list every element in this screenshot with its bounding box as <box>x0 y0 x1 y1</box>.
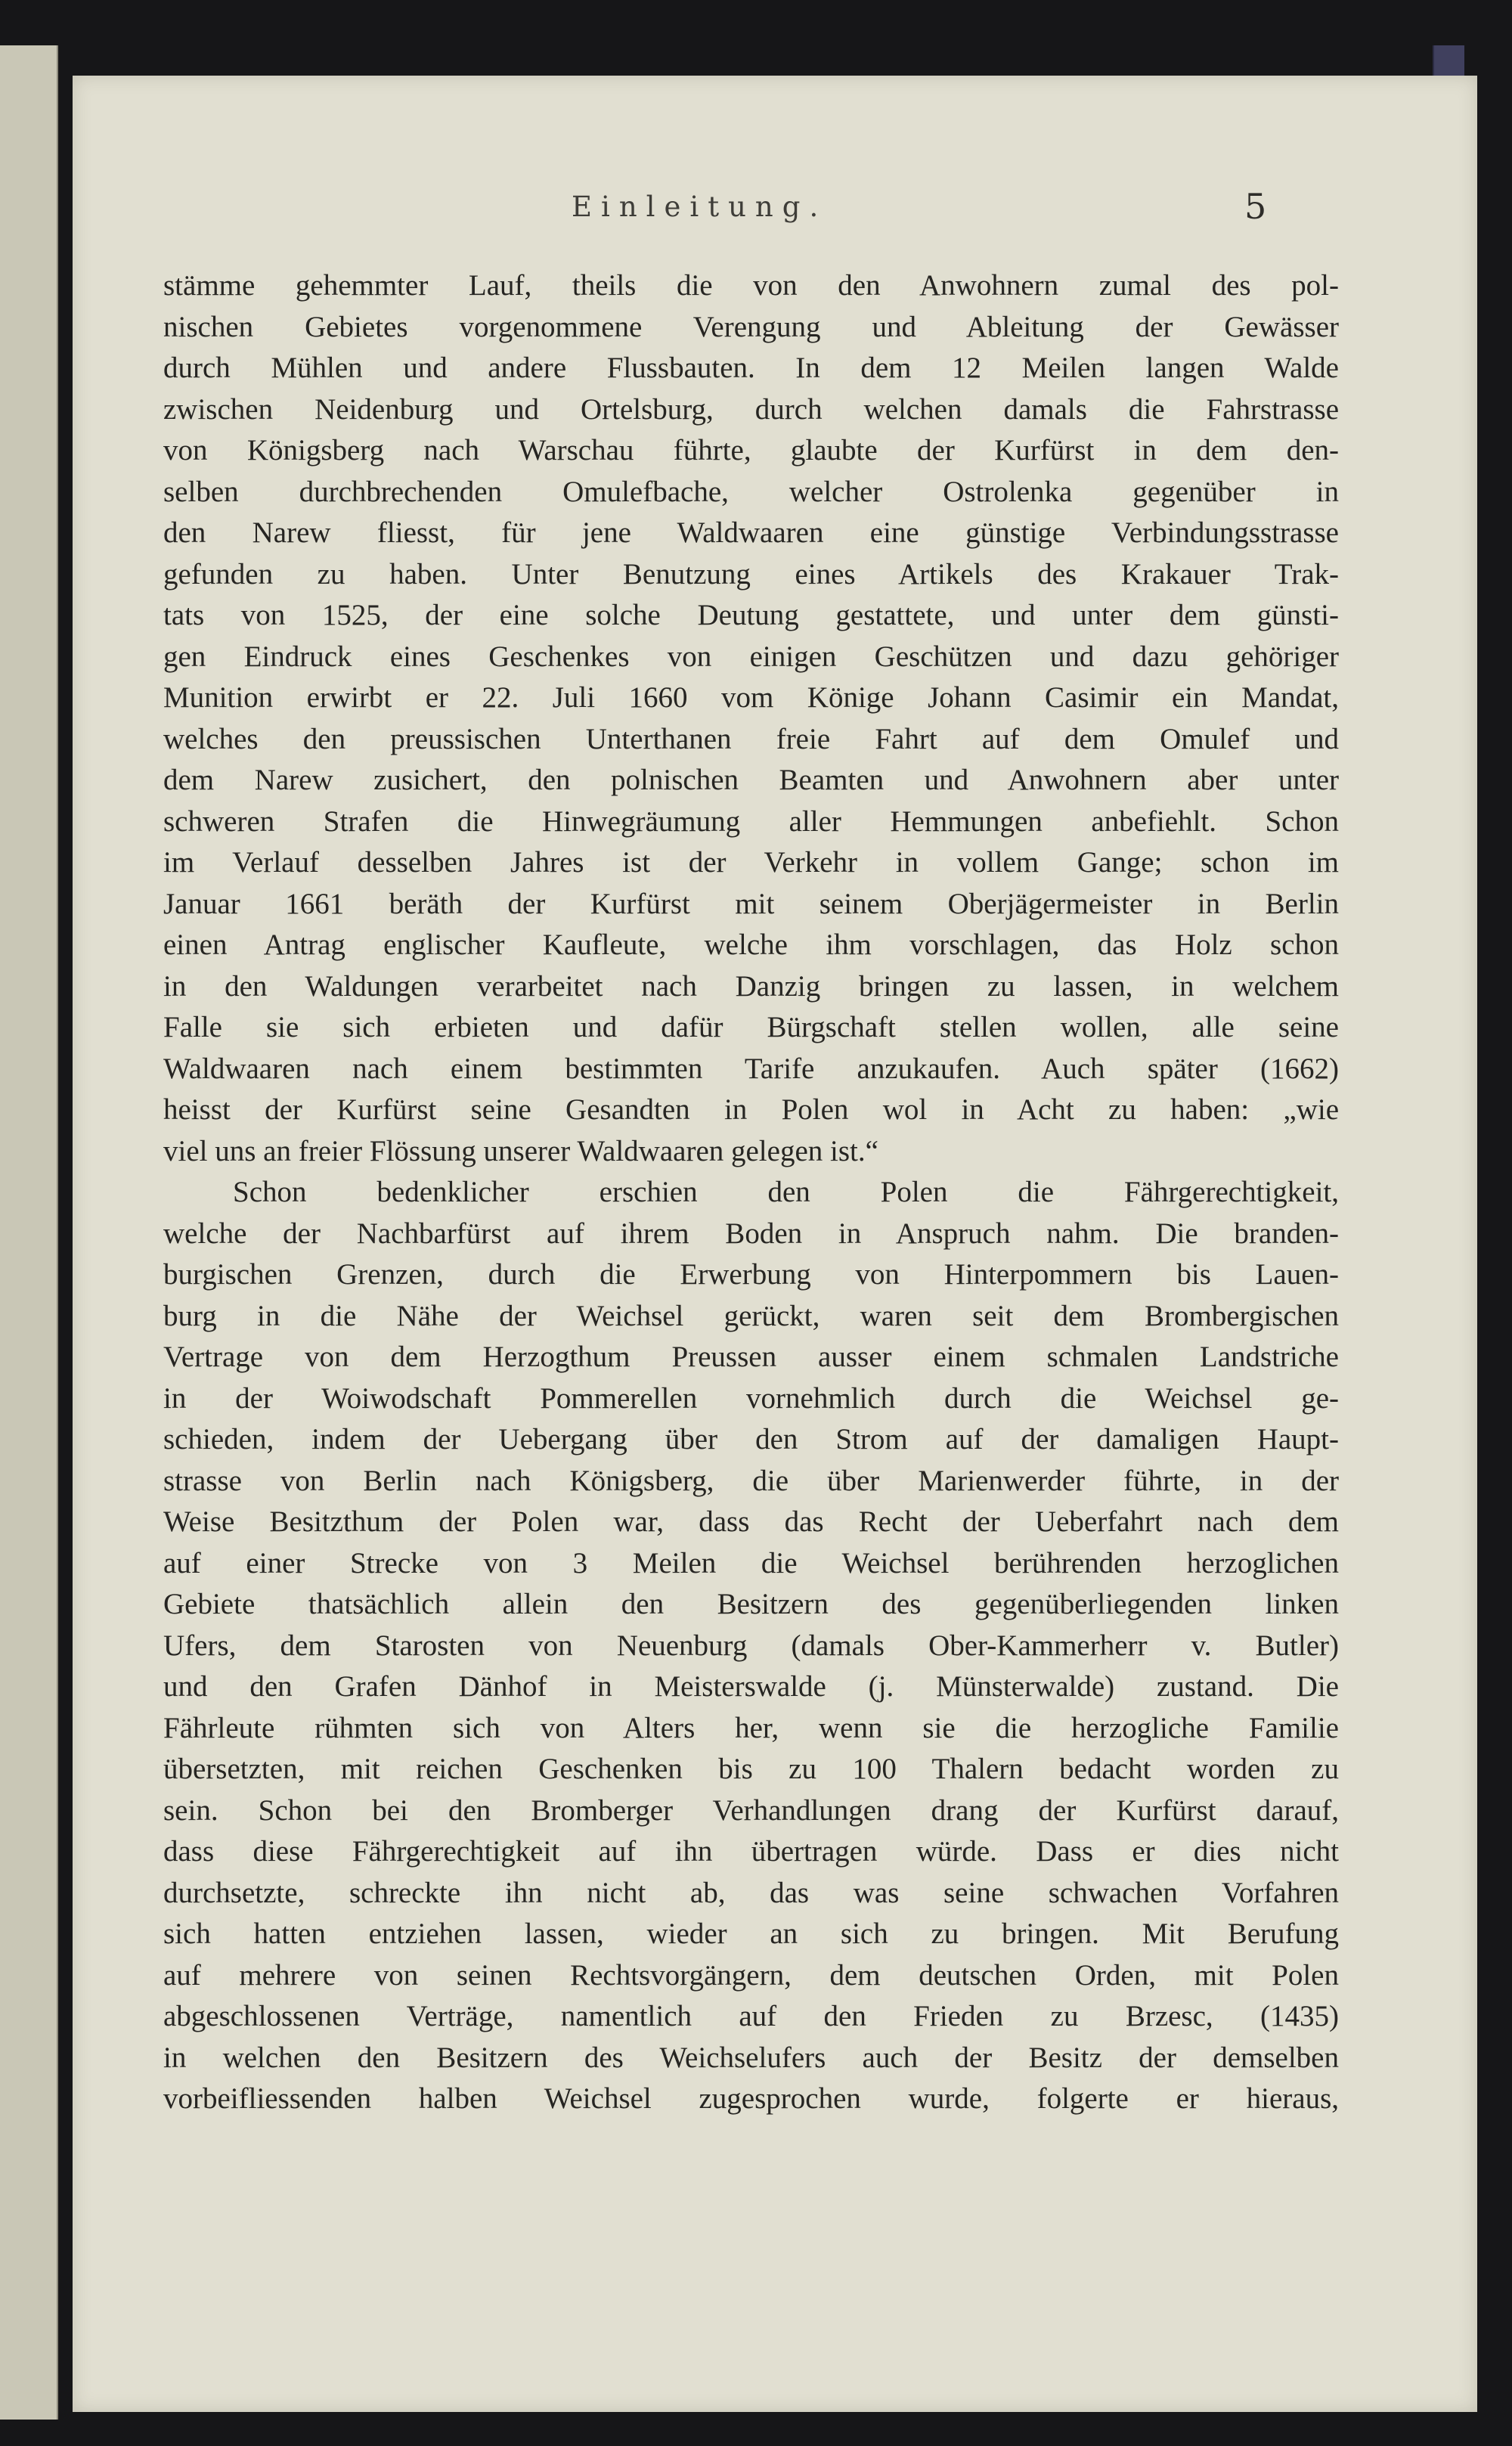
text-line: von Königsberg nach Warschau führte, glaubte der Kurfürst in dem den- <box>163 434 1339 467</box>
text-line: abgeschlossenen Verträge, namentlich auf den Frieden zu Brzesc, (1435) <box>163 2000 1339 2032</box>
text-line: auf einer Strecke von 3 Meilen die Weichsel berührenden herzoglichen <box>163 1546 1339 1580</box>
text-line: Weise Besitzthum der Polen war, dass das Recht der Ueberfahrt nach dem <box>163 1505 1339 1538</box>
facing-page-edge <box>0 45 58 2420</box>
text-line: dass diese Fährgerechtigkeit auf ihn übertragen würde. Dass er dies nicht <box>163 1835 1339 1868</box>
text-line: in der Woiwodschaft Pommerellen vornehmlich durch die Weichsel ge- <box>163 1381 1339 1415</box>
text-line: im Verlauf desselben Jahres ist der Verkehr in vollem Gange; schon im <box>163 846 1339 879</box>
text-line: heisst der Kurfürst seine Gesandten in Polen wol in Acht zu haben: „wie <box>163 1093 1339 1126</box>
text-line: Ufers, dem Starosten von Neuenburg (damals Ober-Kammerherr v. Butler) <box>163 1629 1339 1662</box>
text-line: burgischen Grenzen, durch die Erwerbung von Hinterpommern bis Lauen- <box>163 1258 1339 1291</box>
text-line: Waldwaaren nach einem bestimmten Tarife anzukaufen. Auch später (1662) <box>163 1052 1339 1085</box>
text-line: nischen Gebietes vorgenommene Verengung und Ableitung der Gewässer <box>163 310 1339 343</box>
text-line: den Narew fliesst, für jene Waldwaaren eine günstige Verbindungsstrasse <box>163 516 1339 549</box>
running-title: Einleitung. <box>572 191 828 223</box>
body-text <box>163 265 1339 2120</box>
paragraph-start-line: Schon bedenklicher erschien den Polen die Fährgerechtigkeit, <box>233 1176 1339 1208</box>
running-head <box>73 186 1477 243</box>
text-line: übersetzten, mit reichen Geschenken bis zu 100 Thalern bedacht worden zu <box>163 1753 1339 1785</box>
text-line: tats von 1525, der eine solche Deutung gestattete, und unter dem günsti- <box>163 599 1339 631</box>
book-page <box>73 76 1477 2412</box>
text-line: gefunden zu haben. Unter Benutzung eines Artikels des Krakauer Trak- <box>163 557 1339 591</box>
text-line: einen Antrag englischer Kaufleute, welche ihm vorschlagen, das Holz schon <box>163 928 1339 961</box>
text-line: Januar 1661 beräth der Kurfürst mit seinem Oberjägermeister in Berlin <box>163 887 1339 920</box>
text-line: welche der Nachbarfürst auf ihrem Boden in Anspruch nahm. Die branden- <box>163 1217 1339 1250</box>
text-line: Vertrage von dem Herzogthum Preussen ausser einem schmalen Landstriche <box>163 1341 1339 1373</box>
text-line: durchsetzte, schreckte ihn nicht ab, das was seine schwachen Vorfahren <box>163 1876 1339 1909</box>
text-line: Munition erwirbt er 22. Juli 1660 vom Könige Johann Casimir ein Mandat, <box>163 681 1339 714</box>
text-line: burg in die Nähe der Weichsel gerückt, waren seit dem Brombergischen <box>163 1299 1339 1332</box>
text-line: gen Eindruck eines Geschenkes von einigen Geschützen und dazu gehöriger <box>163 640 1339 673</box>
text-line: selben durchbrechenden Omulefbache, welcher Ostrolenka gegenüber in <box>163 475 1339 508</box>
text-line: dem Narew zusichert, den polnischen Beamten und Anwohnern aber unter <box>163 764 1339 796</box>
text-line: auf mehrere von seinen Rechtsvorgängern, dem deutschen Orden, mit Polen <box>163 1958 1339 1992</box>
text-line: Gebiete thatsächlich allein den Besitzern des gegenüberliegenden linken <box>163 1588 1339 1620</box>
text-line: strasse von Berlin nach Königsberg, die über Marienwerder führte, in der <box>163 1464 1339 1497</box>
paragraph-end-line: viel uns an freier Flössung unserer Waldwaaren gelegen ist.“ <box>163 1134 878 1167</box>
page-number: 5 <box>1244 186 1267 227</box>
text-line: sein. Schon bei den Bromberger Verhandlungen drang der Kurfürst darauf, <box>163 1793 1339 1827</box>
text-line: und den Grafen Dänhof in Meisterswalde (j. Münsterwalde) zustand. Die <box>163 1670 1339 1703</box>
text-line: durch Mühlen und andere Flussbauten. In dem 12 Meilen langen Walde <box>163 352 1339 384</box>
text-line: sich hatten entziehen lassen, wieder an sich zu bringen. Mit Berufung <box>163 1917 1339 1950</box>
text-line: in welchen den Besitzern des Weichselufers auch der Besitz der demselben <box>163 2041 1339 2074</box>
text-line: in den Waldungen verarbeitet nach Danzig bringen zu lassen, in welchem <box>163 969 1339 1003</box>
text-line: schieden, indem der Uebergang über den Strom auf der damaligen Haupt- <box>163 1423 1339 1456</box>
text-line: schweren Strafen die Hinwegräumung aller Hemmungen anbefiehlt. Schon <box>163 804 1339 838</box>
text-line: welches den preussischen Unterthanen freie Fahrt auf dem Omulef und <box>163 722 1339 755</box>
text-line: vorbeifliessenden halben Weichsel zugesprochen wurde, folgerte er hieraus, <box>163 2082 1339 2115</box>
text-line: Falle sie sich erbieten und dafür Bürgschaft stellen wollen, alle seine <box>163 1011 1339 1043</box>
text-line: zwischen Neidenburg und Ortelsburg, durch welchen damals die Fahrstrasse <box>163 392 1339 426</box>
text-line: Fährleute rühmten sich von Alters her, wenn sie die herzogliche Familie <box>163 1711 1339 1744</box>
text-line: stämme gehemmter Lauf, theils die von den Anwohnern zumal des pol- <box>163 269 1339 302</box>
